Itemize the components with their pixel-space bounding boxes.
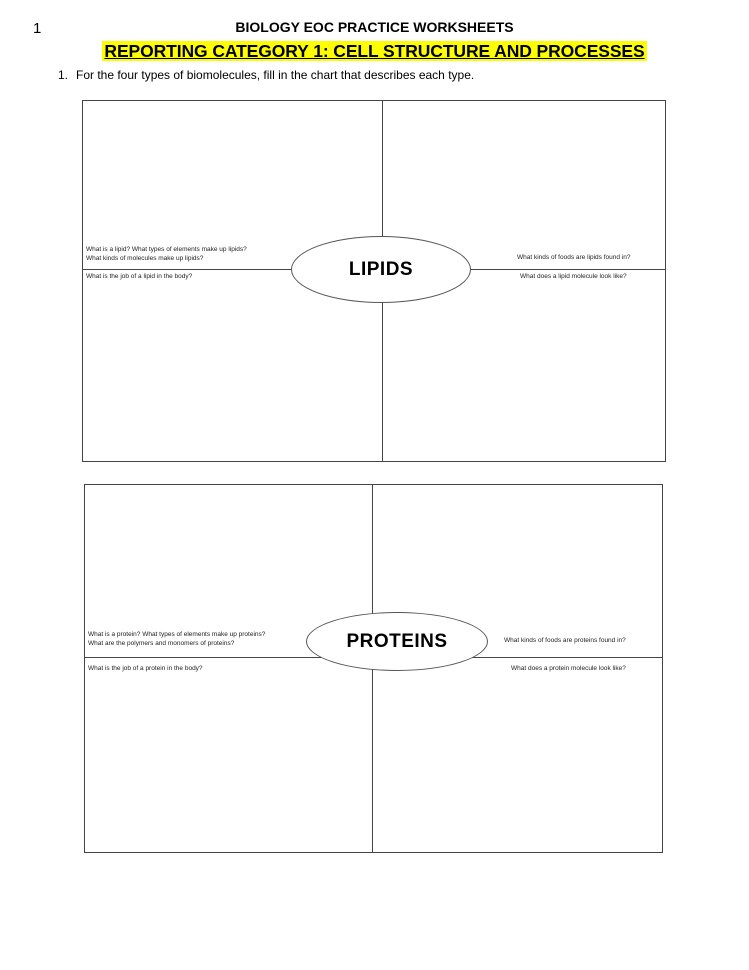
proteins-prompt-top-left-1: What is a protein? What types of elements make up proteins? (88, 631, 266, 638)
lipids-prompt-bottom-right: What does a lipid molecule look like? (520, 273, 627, 280)
proteins-oval-label: PROTEINS (306, 612, 488, 671)
proteins-prompt-top-right: What kinds of foods are proteins found in? (504, 637, 626, 644)
proteins-chart (84, 484, 663, 853)
instruction-number: 1. (58, 68, 69, 82)
page-number: 1 (33, 20, 42, 37)
subtitle-highlight: REPORTING CATEGORY 1: CELL STRUCTURE AND PROCESSES (104, 41, 645, 61)
proteins-prompt-bottom-right: What does a protein molecule look like? (511, 665, 626, 672)
lipids-prompt-bottom-left: What is the job of a lipid in the body? (86, 273, 193, 280)
document-title: BIOLOGY EOC PRACTICE WORKSHEETS (235, 19, 514, 35)
proteins-prompt-bottom-left: What is the job of a protein in the body? (88, 665, 203, 672)
document-subtitle (0, 41, 749, 62)
instruction-text: For the four types of biomolecules, fill in the chart that describes each type. (76, 68, 475, 82)
proteins-prompt-top-left-2: What are the polymers and monomers of proteins? (88, 640, 235, 647)
lipids-prompt-top-left-2: What kinds of molecules make up lipids? (86, 255, 204, 262)
lipids-oval-label: LIPIDS (291, 236, 471, 303)
lipids-prompt-top-right: What kinds of foods are lipids found in? (517, 254, 631, 261)
lipids-prompt-top-left-1: What is a lipid? What types of elements make up lipids? (86, 246, 247, 253)
instruction (58, 68, 474, 82)
lipids-chart (82, 100, 666, 462)
